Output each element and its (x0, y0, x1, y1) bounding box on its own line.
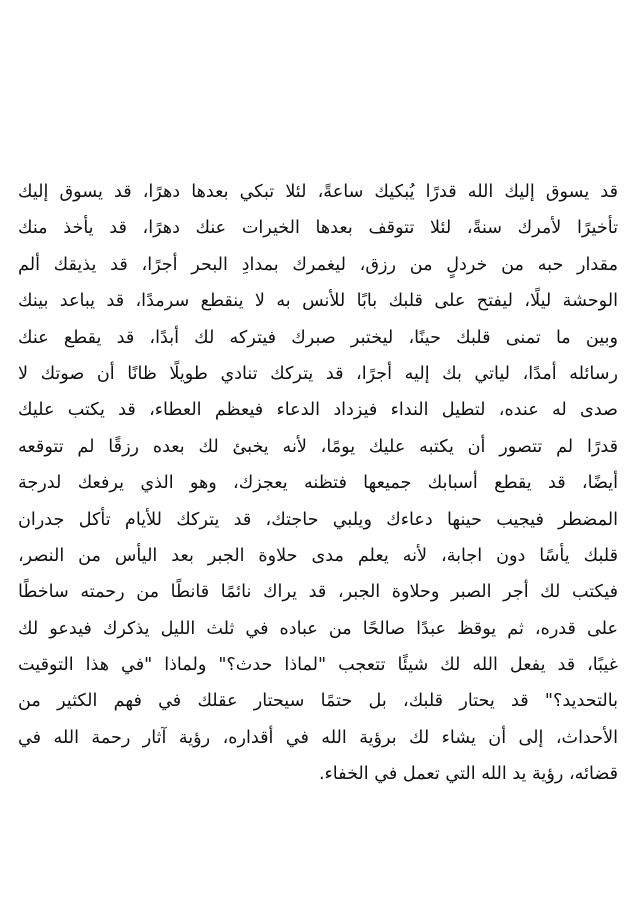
text-line: قلبك يأسًا دون اجابة، لأنه يعلم مدى حلاوة الجبر بعد اليأس من النصر، (18, 545, 618, 566)
text-line: الأحداث، إلى أن يشاء لك برؤية الله في أقداره، رؤية آثار رحمة الله في (18, 727, 618, 748)
text-line: رسائله أمدًا، لياتي بك إليه أجرًا، قد يتركك تنادي طويلًا ظانًا أن صوتك لا (18, 363, 618, 384)
text-line: بالتحديد؟" قد يحتار قلبك، بل حتمًا سيحتار عقلك في فهم الكثير من (18, 691, 618, 712)
text-line: تأخيرًا لأمرك سنةً، لئلا تتوقف بعدها الخيرات عنك دهرًا، قد يأخذ منك (18, 218, 618, 239)
text-line: وبين ما تمنى قلبك حينًا، ليختبر صبرك فيتركه لك أبدًا، قد يقطع عنك (18, 327, 618, 348)
text-line: غيبًا، قد يفعل الله لك شيئًا تتعجب "لماذا حدث؟" ولماذا "في هذا التوقيت (18, 655, 618, 676)
text-line: فيكتب لك أجر الصبر وحلاوة الجبر، قد يراك نائمًا قانطًا من رحمته ساخطًا (18, 582, 618, 603)
text-line: أيضًا، قد يقطع أسبابك جميعها فتظنه يعجزك، وهو الذي يرفعك لدرجة (18, 473, 618, 494)
text-line-last: قضائه، رؤية يد الله التي تعمل في الخفاء. (318, 764, 618, 785)
text-line: صدى له عنده، لتطيل النداء فيزداد الدعاء فيعظم العطاء، قد يكتب عليك (18, 400, 618, 421)
text-line: قدرًا لم تتصور أن يكتبه عليك يومًا، لأنه يخبئ لك بعده رزقًا لم تتوقعه (18, 436, 618, 457)
text-line: المضطر فيجيب حينها دعاءك ويلبي حاجتك، قد يتركك للأيام تأكل جدران (18, 509, 618, 530)
text-line: قد يسوق إليك الله قدرًا يُبكيك ساعةً، لئلا تبكي بعدها دهرًا، قد يسوق إليك (18, 182, 618, 202)
text-line: الوحشة ليلًا، ليفتح على قلبك بابًا للأنس به لا ينقطع سرمدًا، قد يباعد بينك (18, 291, 618, 312)
text-line: مقدار حبه من خردلٍ من رزق، ليغمرك بمدادِ البحر أجرًا، قد يذيقك ألم (18, 254, 618, 275)
paragraph (18, 174, 618, 793)
text-line: على قدره، ثم يوقظ عبدًا صالحًا من عباده في ثلث الليل يذكرك فيدعو لك (18, 618, 618, 639)
